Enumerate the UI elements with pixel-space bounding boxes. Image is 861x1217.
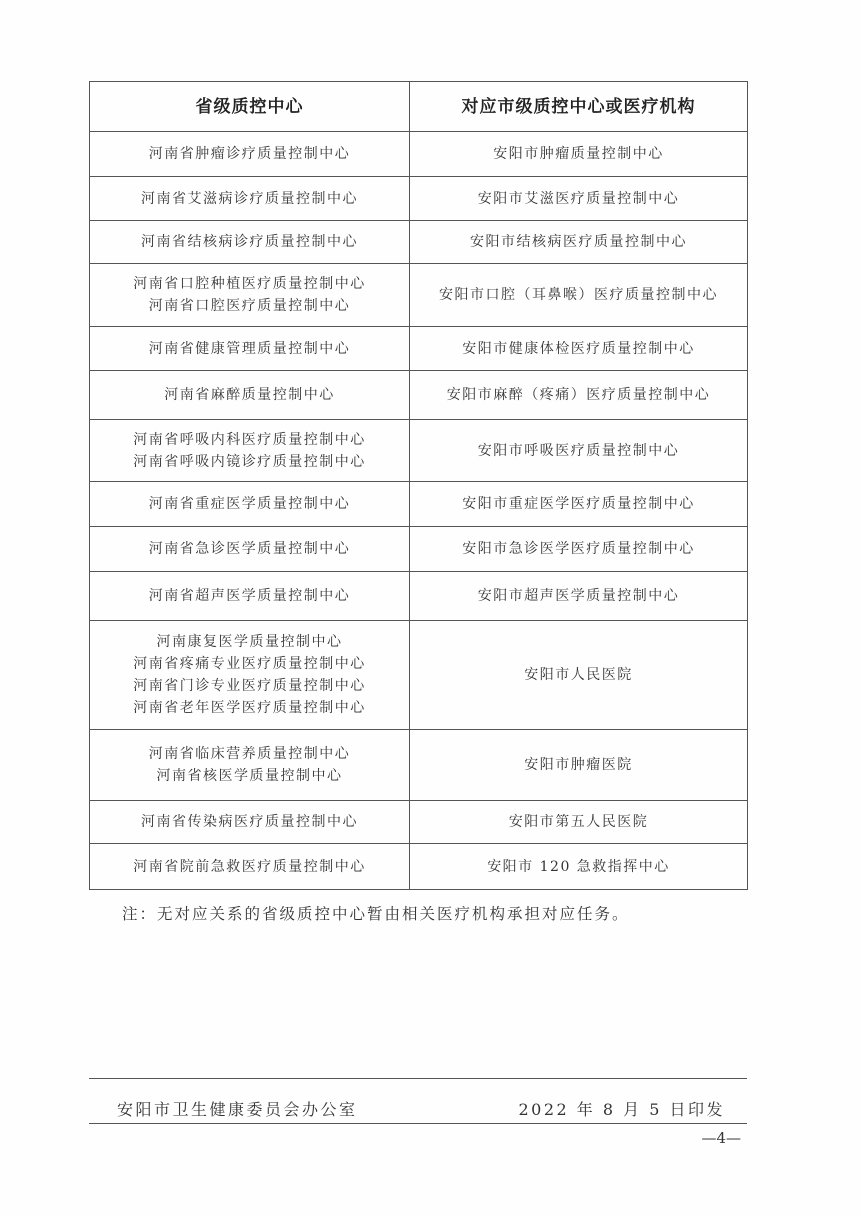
provincial-center-name: 河南康复医学质量控制中心 [156, 634, 343, 650]
provincial-center-name: 河南省院前急救医疗质量控制中心 [133, 858, 366, 875]
footer-issuer: 安阳市卫生健康委员会办公室 [117, 1100, 358, 1119]
provincial-center-cell [90, 801, 410, 844]
table-row [90, 420, 748, 482]
table-row [90, 177, 748, 221]
city-center-cell: 安阳市肿瘤质量控制中心 [410, 132, 748, 177]
city-center-cell: 安阳市艾滋医疗质量控制中心 [410, 177, 748, 221]
table-row [90, 132, 748, 177]
provincial-center-cell [90, 844, 410, 890]
provincial-center-name: 河南省口腔种植医疗质量控制中心 [133, 276, 366, 292]
provincial-center-name: 河南省重症医学质量控制中心 [148, 496, 351, 512]
footer-bottom-rule [89, 1123, 747, 1124]
header-city: 对应市级质控中心或医疗机构 [410, 82, 748, 132]
city-center-cell: 安阳市人民医院 [410, 621, 748, 730]
table-row [90, 844, 748, 890]
provincial-center-cell [90, 371, 410, 420]
provincial-center-name: 河南省传染病医疗质量控制中心 [141, 814, 358, 830]
table-row [90, 327, 748, 371]
provincial-center-name: 河南省核医学质量控制中心 [156, 768, 343, 784]
provincial-center-name: 河南省麻醉质量控制中心 [164, 387, 335, 403]
table-row [90, 527, 748, 572]
city-center-cell: 安阳市结核病医疗质量控制中心 [410, 221, 748, 264]
table-row [90, 621, 748, 730]
table-row [90, 264, 748, 327]
city-center-cell: 安阳市重症医学医疗质量控制中心 [410, 482, 748, 527]
provincial-center-name: 河南省呼吸内科医疗质量控制中心 [133, 431, 366, 448]
provincial-center-cell [90, 132, 410, 177]
provincial-center-name: 河南省健康管理质量控制中心 [148, 340, 351, 357]
provincial-center-name: 河南省疼痛专业医疗质量控制中心 [133, 656, 366, 672]
table-row [90, 730, 748, 801]
city-center-cell: 安阳市健康体检医疗质量控制中心 [410, 327, 748, 371]
table-row [90, 572, 748, 621]
provincial-center-cell [90, 730, 410, 801]
provincial-center-cell [90, 221, 410, 264]
provincial-center-name: 河南省呼吸内镜诊疗质量控制中心 [133, 453, 366, 470]
table-note: 注：无对应关系的省级质控中心暂由相关医疗机构承担对应任务。 [122, 905, 630, 923]
city-center-cell: 安阳市超声医学质量控制中心 [410, 572, 748, 621]
city-center-cell: 安阳市肿瘤医院 [410, 730, 748, 801]
provincial-center-name: 河南省急诊医学质量控制中心 [148, 541, 351, 557]
provincial-center-name: 河南省结核病诊疗质量控制中心 [141, 234, 358, 250]
quality-control-table [89, 81, 748, 890]
page-number: —4— [701, 1129, 741, 1147]
table-row [90, 801, 748, 844]
city-center-cell: 安阳市麻醉（疼痛）医疗质量控制中心 [410, 371, 748, 420]
table-header-row [90, 82, 748, 132]
provincial-center-name: 河南省艾滋病诊疗质量控制中心 [141, 190, 358, 207]
provincial-center-name: 河南省肿瘤诊疗质量控制中心 [148, 146, 351, 162]
provincial-center-name: 河南省临床营养质量控制中心 [148, 746, 351, 762]
provincial-center-cell [90, 264, 410, 327]
city-center-cell: 安阳市急诊医学医疗质量控制中心 [410, 527, 748, 572]
provincial-center-cell [90, 572, 410, 621]
provincial-center-cell [90, 621, 410, 730]
city-center-cell: 安阳市呼吸医疗质量控制中心 [410, 420, 748, 482]
footer-date: 2022 年 8 月 5 日印发 [518, 1100, 725, 1119]
city-center-cell: 安阳市第五人民医院 [410, 801, 748, 844]
provincial-center-name: 河南省门诊专业医疗质量控制中心 [133, 678, 366, 694]
table-row [90, 371, 748, 420]
city-center-cell: 安阳市口腔（耳鼻喉）医疗质量控制中心 [410, 264, 748, 327]
provincial-center-name: 河南省超声医学质量控制中心 [148, 588, 351, 604]
header-provincial: 省级质控中心 [90, 82, 410, 132]
provincial-center-cell [90, 327, 410, 371]
provincial-center-cell [90, 527, 410, 572]
table-row [90, 482, 748, 527]
provincial-center-cell [90, 420, 410, 482]
table-body [90, 132, 748, 890]
provincial-center-name: 河南省口腔医疗质量控制中心 [148, 298, 351, 314]
footer-top-rule [89, 1078, 747, 1079]
provincial-center-name: 河南省老年医学医疗质量控制中心 [133, 700, 366, 716]
city-center-cell: 安阳市 120 急救指挥中心 [410, 844, 748, 890]
provincial-center-cell [90, 482, 410, 527]
table-row [90, 221, 748, 264]
provincial-center-cell [90, 177, 410, 221]
